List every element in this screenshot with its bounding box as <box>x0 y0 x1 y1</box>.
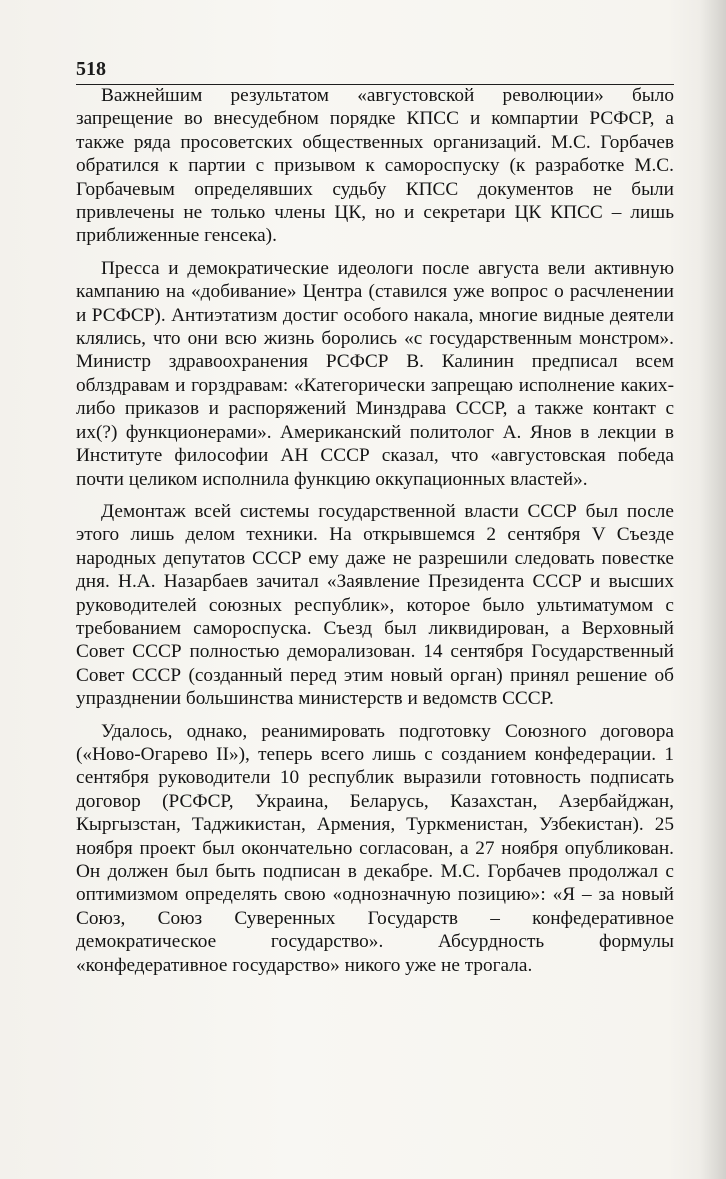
body-text <box>76 84 674 986</box>
paragraph-1: Важнейшим результатом «августовской революции» было запрещение во внесудебном порядке КПСС и компартии РСФСР, а также ряда просоветских общественных организаций. М.С. Горбачев обратился к партии с призывом к самороспуску (к разработке М.С. Горбачевым определявших судьбу КПСС документов не были привлечены не только члены ЦК, но и секретари ЦК КПСС – лишь приближенные генсека). <box>76 85 674 247</box>
paragraph-4: Удалось, однако, реанимировать подготовку Союзного договора («Ново-Огарево II»), теперь всего лишь с созданием конфедерации. 1 сентября руководители 10 республик выразили готовность подписать договор (РСФСР, Украина, Беларусь, Казахстан, Азербайджан, Кыргызстан, Таджикистан, Армения, Туркменистан, Узбекистан). 25 ноября проект был окончательно согласован, а 27 ноября опубликован. Он должен был быть подписан в декабре. М.С. Горбачев продолжал с оптимизмом определять свою «однозначную позицию»: «Я – за новый Союз, Союз Суверенных Государств – конфедеративное демократическое государство». Абсурдность формулы «конфедеративное государство» никого уже не трогала. <box>76 720 674 976</box>
paragraph-3: Демонтаж всей системы государственной власти СССР был после этого лишь делом техники. На открывшемся 2 сентября V Съезде народных депутатов СССР ему даже не разрешили следовать повестке дня. Н.А. Назарбаев зачитал «Заявление Президента СССР и высших руководителей союзных республик», которое было ультиматумом с требованием самороспуска. Съезд был ликвидирован, а Верховный Совет СССР полностью деморализован. 14 сентября Государственный Совет СССР (созданный перед этим новый орган) принял решение об упразднении большинства министерств и ведомств СССР. <box>76 500 674 710</box>
paragraph-2: Пресса и демократические идеологи после августа вели активную кампанию на «добивание» Центра (ставился уже вопрос о расчленении и РСФСР). Антиэтатизм достиг особого накала, многие видные деятели клялись, что они всю жизнь боролись «с государственным монстром». Министр здравоохранения РСФСР В. Калинин предписал всем облздравам и горздравам: «Категорически запрещаю исполнение каких-либо приказов и распоряжений Минздрава СССР, а также контакт с их(?) функционерами». Американский политолог А. Янов в лекции в Институте философии АН СССР сказал, что «августовская победа почти целиком исполнила функцию оккупационных властей». <box>76 257 674 490</box>
page-edge-shadow <box>700 0 726 1179</box>
page-number: 518 <box>76 58 106 80</box>
